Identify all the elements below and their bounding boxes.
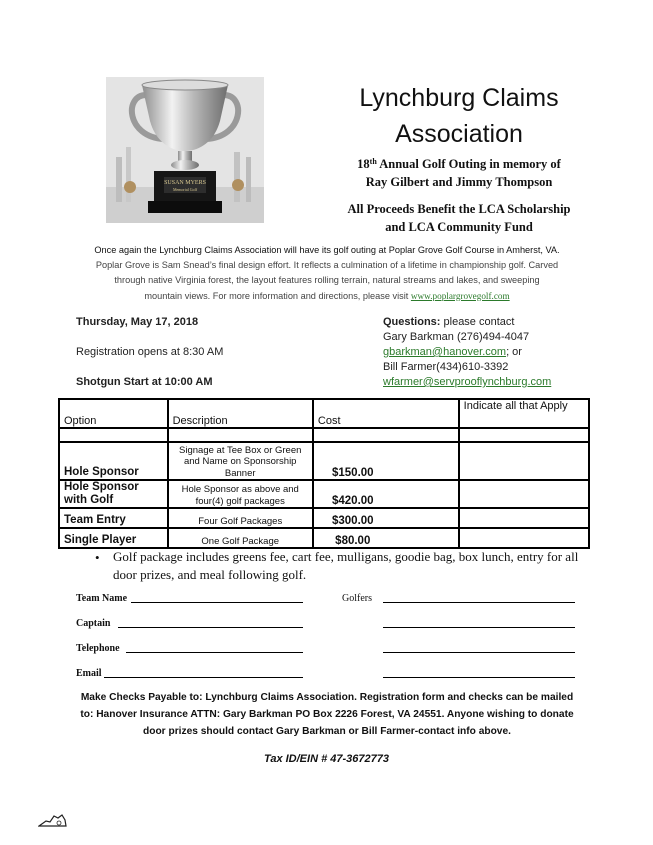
table-row [59, 528, 589, 548]
registration-time: Registration opens at 8:30 AM [76, 346, 224, 358]
benefit-line1: All Proceeds Benefit the LCA Scholarship [347, 202, 571, 216]
shotgun-start: Shotgun Start at 10:00 AM [76, 376, 213, 388]
email-bill-link[interactable]: wfarmer@servprooflynchburg.com [383, 376, 552, 388]
cost-cell: $150.00 [313, 442, 459, 480]
golf-package-note: Golf package includes greens fee, cart fee, mulligans, goodie bag, box lunch, entry for all door prizes, and meal following golf. [113, 549, 579, 582]
captain-field[interactable] [118, 627, 303, 628]
team-name-field[interactable] [131, 602, 303, 603]
header-cost: Cost [313, 399, 459, 428]
header-option: Option [59, 399, 168, 428]
description-cell: Signage at Tee Box or Green and Name on Sponsorship Banner [168, 442, 313, 480]
table-header-row [59, 399, 589, 428]
outing-ordinal: 18 [357, 157, 370, 171]
option-cell: Single Player [59, 528, 168, 548]
header-description: Description [168, 399, 313, 428]
email-gary-link[interactable]: gbarkman@hanover.com [383, 346, 507, 358]
footer-line1: Make Checks Payable to: Lynchburg Claims Association. Registration form and checks can be mailed [80, 692, 574, 703]
outing-line1 [300, 155, 618, 173]
intro-line3: through native Virginia forest, the layout features rolling terrain, natural streams and lakes, and sweeping [114, 275, 540, 286]
indicate-cell[interactable] [459, 508, 589, 528]
golfer-field-2[interactable] [383, 627, 575, 628]
benefit-line2: and LCA Community Fund [385, 220, 533, 234]
email-field[interactable] [104, 677, 303, 678]
email-gary-line: gbarkman@hanover.com; or [383, 346, 522, 358]
header-indicate: Indicate all that Apply [459, 399, 589, 428]
golfers-label: Golfers [342, 593, 372, 604]
event-date: Thursday, May 17, 2018 [76, 316, 199, 328]
page-title-line1: Lynchburg Claims [359, 84, 559, 112]
table-row [59, 508, 589, 528]
captain-label: Captain [76, 618, 111, 629]
page-title-line2: Association [395, 120, 523, 148]
table-row [59, 480, 589, 508]
intro-line2: Poplar Grove is Sam Snead’s final design effort. It reflects a culmination of a lifetime in championship golf. Carved [95, 260, 559, 271]
outing-suffix: th [369, 157, 377, 166]
option-cell: Team Entry [59, 508, 168, 528]
questions-line: Questions: please contact [383, 316, 515, 328]
outing-line2: Ray Gilbert and Jimmy Thompson [365, 175, 553, 189]
team-name-label: Team Name [76, 593, 128, 604]
cost-cell: $300.00 [313, 508, 459, 528]
cost-cell: $80.00 [313, 528, 459, 548]
golfer-field-4[interactable] [383, 677, 575, 678]
description-cell: One Golf Package [168, 528, 313, 548]
virginia-map-icon [38, 812, 68, 828]
golfer-field-1[interactable] [383, 602, 575, 603]
questions-label: Questions: [383, 316, 441, 328]
intro-paragraph [66, 243, 588, 304]
trophy-image [106, 77, 264, 223]
svg-text:Memorial Golf: Memorial Golf [172, 187, 198, 192]
golf-course-link[interactable]: www.poplargrovegolf.com [410, 290, 510, 301]
table-spacer-row [59, 428, 589, 442]
contact-gary: Gary Barkman (276)494-4047 [383, 331, 530, 343]
intro-line4: mountain views. For more information and directions, please visit www.poplargrovegolf.com [144, 290, 510, 301]
sponsorship-table [58, 398, 590, 549]
footer-line2: to: Hanover Insurance ATTN: Gary Barkman PO Box 2226 Forest, VA 24551. Anyone wishing to donate [80, 709, 574, 720]
description-cell: Four Golf Packages [168, 508, 313, 528]
indicate-cell[interactable] [459, 528, 589, 548]
table-row [59, 442, 589, 480]
footer-line3: door prizes should contact Gary Barkman or Bill Farmer-contact info above. [143, 726, 511, 737]
indicate-cell[interactable] [459, 442, 589, 480]
golfer-field-3[interactable] [383, 652, 575, 653]
contact-bill: Bill Farmer(434)610-3392 [383, 361, 509, 373]
cost-cell: $420.00 [313, 480, 459, 508]
option-cell: Hole Sponsor [59, 442, 168, 480]
svg-text:SUSAN MYERS: SUSAN MYERS [164, 180, 206, 186]
telephone-label: Telephone [76, 643, 120, 654]
telephone-field[interactable] [126, 652, 303, 653]
intro-line1: Once again the Lynchburg Claims Association will have its golf outing at Poplar Grove Golf Course in Amherst, VA. [94, 245, 560, 255]
email-label: Email [76, 668, 102, 679]
option-cell: Hole Sponsor with Golf [59, 480, 168, 508]
payment-instructions [70, 689, 584, 740]
outing-line1-rest: Annual Golf Outing in memory of [376, 157, 561, 171]
description-cell: Hole Sponsor as above and four(4) golf packages [168, 480, 313, 508]
bullet-dot-icon: • [95, 550, 100, 565]
indicate-cell[interactable] [459, 480, 589, 508]
email-bill-line [383, 376, 551, 388]
tax-id: Tax ID/EIN # 47-3672773 [264, 753, 389, 765]
